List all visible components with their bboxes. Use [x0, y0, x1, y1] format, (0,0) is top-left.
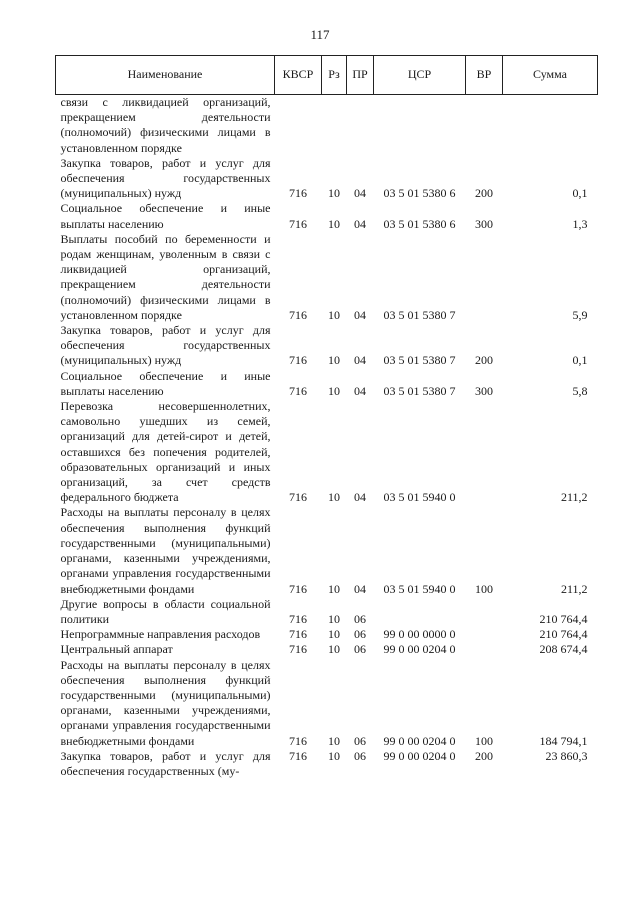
header-rz: Рз	[322, 56, 347, 95]
row-csr	[374, 95, 466, 156]
row-sum: 1,3	[572, 216, 588, 231]
row-kvsr: 716	[289, 353, 307, 368]
row-name: Социальное обеспечение и иные выплаты населению	[60, 368, 271, 398]
row-pr: 04	[354, 216, 366, 231]
row-vr: 300	[475, 383, 493, 398]
row-rz: 10	[328, 748, 340, 763]
header-name: Наименование	[56, 56, 275, 95]
row-name: Закупка товаров, работ и услуг для обеспечения государственных (му-	[60, 748, 271, 778]
table-row	[56, 232, 598, 323]
row-pr: 06	[354, 611, 366, 626]
row-rz: 10	[328, 216, 340, 231]
row-sum	[503, 95, 598, 156]
row-csr: 99 0 00 0204 0	[383, 642, 456, 657]
row-kvsr: 716	[289, 733, 307, 748]
row-rz: 10	[328, 611, 340, 626]
row-name: Непрограммные направления расходов	[60, 627, 261, 642]
row-pr: 06	[354, 733, 366, 748]
header-kvsr: КВСР	[275, 56, 322, 95]
table-row	[56, 201, 598, 231]
row-sum: 210 764,4	[539, 611, 588, 626]
row-csr: 03 5 01 5380 7	[383, 383, 456, 398]
row-csr: 03 5 01 5380 7	[383, 307, 456, 322]
row-kvsr: 716	[289, 186, 307, 201]
row-csr: 99 0 00 0204 0	[383, 733, 456, 748]
row-sum: 0,1	[572, 353, 588, 368]
row-sum: 0,1	[572, 186, 588, 201]
row-rz: 10	[328, 186, 340, 201]
row-pr: 06	[354, 748, 366, 763]
row-rz: 10	[328, 733, 340, 748]
row-sum: 211,2	[560, 490, 588, 505]
row-name: Расходы на выплаты персоналу в целях обеспечения выполнения функций государственными (муниципальными) органами, казенными учреждениями, органами управления государственными внебюджетными фондами	[60, 657, 271, 748]
row-vr: 100	[475, 581, 493, 596]
row-csr: 03 5 01 5380 6	[383, 186, 456, 201]
row-name: Закупка товаров, работ и услуг для обеспечения государственных (муниципальных) нужд	[60, 323, 271, 368]
row-vr	[466, 399, 503, 505]
row-sum: 23 860,3	[545, 748, 588, 763]
row-pr: 04	[354, 186, 366, 201]
header-vr: ВР	[466, 56, 503, 95]
row-rz: 10	[328, 383, 340, 398]
row-rz: 10	[328, 627, 340, 642]
row-sum: 184 794,1	[539, 733, 588, 748]
table-header-row	[56, 56, 598, 95]
table-row	[56, 156, 598, 202]
row-name: Выплаты пособий по беременности и родам женщинам, уволенным в связи с ликвидацией организаций, прекращением деятельности (полномочий) физическими лицами в установленном порядке	[60, 231, 271, 322]
row-pr: 04	[354, 383, 366, 398]
table-body	[56, 95, 598, 780]
row-sum: 5,8	[572, 383, 588, 398]
row-vr	[466, 642, 503, 657]
row-name: Закупка товаров, работ и услуг для обеспечения государственных (муниципальных) нужд	[60, 155, 271, 201]
row-pr	[347, 95, 374, 156]
row-pr: 06	[354, 627, 366, 642]
row-pr: 06	[354, 642, 366, 657]
header-sum: Сумма	[503, 56, 598, 95]
row-kvsr: 716	[289, 216, 307, 231]
row-sum: 208 674,4	[539, 642, 588, 657]
row-kvsr: 716	[289, 383, 307, 398]
row-vr	[466, 627, 503, 642]
budget-table	[55, 55, 598, 779]
row-csr: 03 5 01 5380 7	[383, 353, 456, 368]
row-csr: 03 5 01 5940 0	[383, 581, 456, 596]
table-row	[56, 658, 598, 749]
table-row	[56, 627, 598, 642]
row-rz: 10	[328, 307, 340, 322]
table-row	[56, 642, 598, 657]
row-pr: 04	[354, 490, 366, 505]
row-csr: 99 0 00 0204 0	[383, 748, 456, 763]
header-csr: ЦСР	[374, 56, 466, 95]
row-name: Центральный аппарат	[60, 642, 173, 657]
table-row	[56, 369, 598, 399]
row-name: Перевозка несовершеннолетних, самовольно ушедших из семей, организаций для детей-сирот и детей, оставшихся без попечения родителей, образовательных организаций и иных организаций, за счет средств федерального бюджета	[60, 399, 271, 505]
row-name: Расходы на выплаты персоналу в целях обеспечения выполнения функций государственными (муниципальными) органами, казенными учреждениями, органами управления государственными внебюджетными фондами	[60, 505, 271, 596]
row-kvsr: 716	[289, 642, 307, 657]
row-name: Другие вопросы в области социальной политики	[60, 596, 271, 626]
row-kvsr: 716	[289, 581, 307, 596]
row-vr	[466, 232, 503, 323]
row-vr	[466, 597, 503, 627]
table-row	[56, 323, 598, 369]
row-rz: 10	[328, 353, 340, 368]
row-pr: 04	[354, 307, 366, 322]
table-row	[56, 597, 598, 627]
row-vr: 200	[475, 186, 493, 201]
row-rz: 10	[328, 642, 340, 657]
row-csr: 03 5 01 5380 6	[383, 216, 456, 231]
table-row	[56, 399, 598, 505]
row-pr: 04	[354, 581, 366, 596]
row-csr: 03 5 01 5940 0	[383, 490, 456, 505]
table-row	[56, 95, 598, 156]
row-sum: 210 764,4	[539, 627, 588, 642]
table-row	[56, 749, 598, 779]
row-kvsr	[275, 95, 322, 156]
row-rz	[322, 95, 347, 156]
row-csr	[374, 597, 466, 627]
row-vr: 100	[475, 733, 493, 748]
row-pr: 04	[354, 353, 366, 368]
row-name: Социальное обеспечение и иные выплаты населению	[60, 201, 271, 231]
row-vr	[466, 95, 503, 156]
row-csr: 99 0 00 0000 0	[383, 627, 456, 642]
row-vr: 200	[475, 748, 493, 763]
row-vr: 300	[475, 216, 493, 231]
page-number: 117	[310, 27, 330, 42]
row-kvsr: 716	[289, 748, 307, 763]
row-kvsr: 716	[289, 611, 307, 626]
table-row	[56, 505, 598, 596]
row-kvsr: 716	[289, 490, 307, 505]
row-rz: 10	[328, 490, 340, 505]
row-kvsr: 716	[289, 307, 307, 322]
row-name: связи с ликвидацией организаций, прекращением деятельности (полномочий) физическими лицами в установленном порядке	[60, 95, 271, 155]
row-kvsr: 716	[289, 627, 307, 642]
row-sum: 211,2	[560, 581, 588, 596]
row-rz: 10	[328, 581, 340, 596]
header-pr: ПР	[347, 56, 374, 95]
row-sum: 5,9	[572, 307, 588, 322]
row-vr: 200	[475, 353, 493, 368]
